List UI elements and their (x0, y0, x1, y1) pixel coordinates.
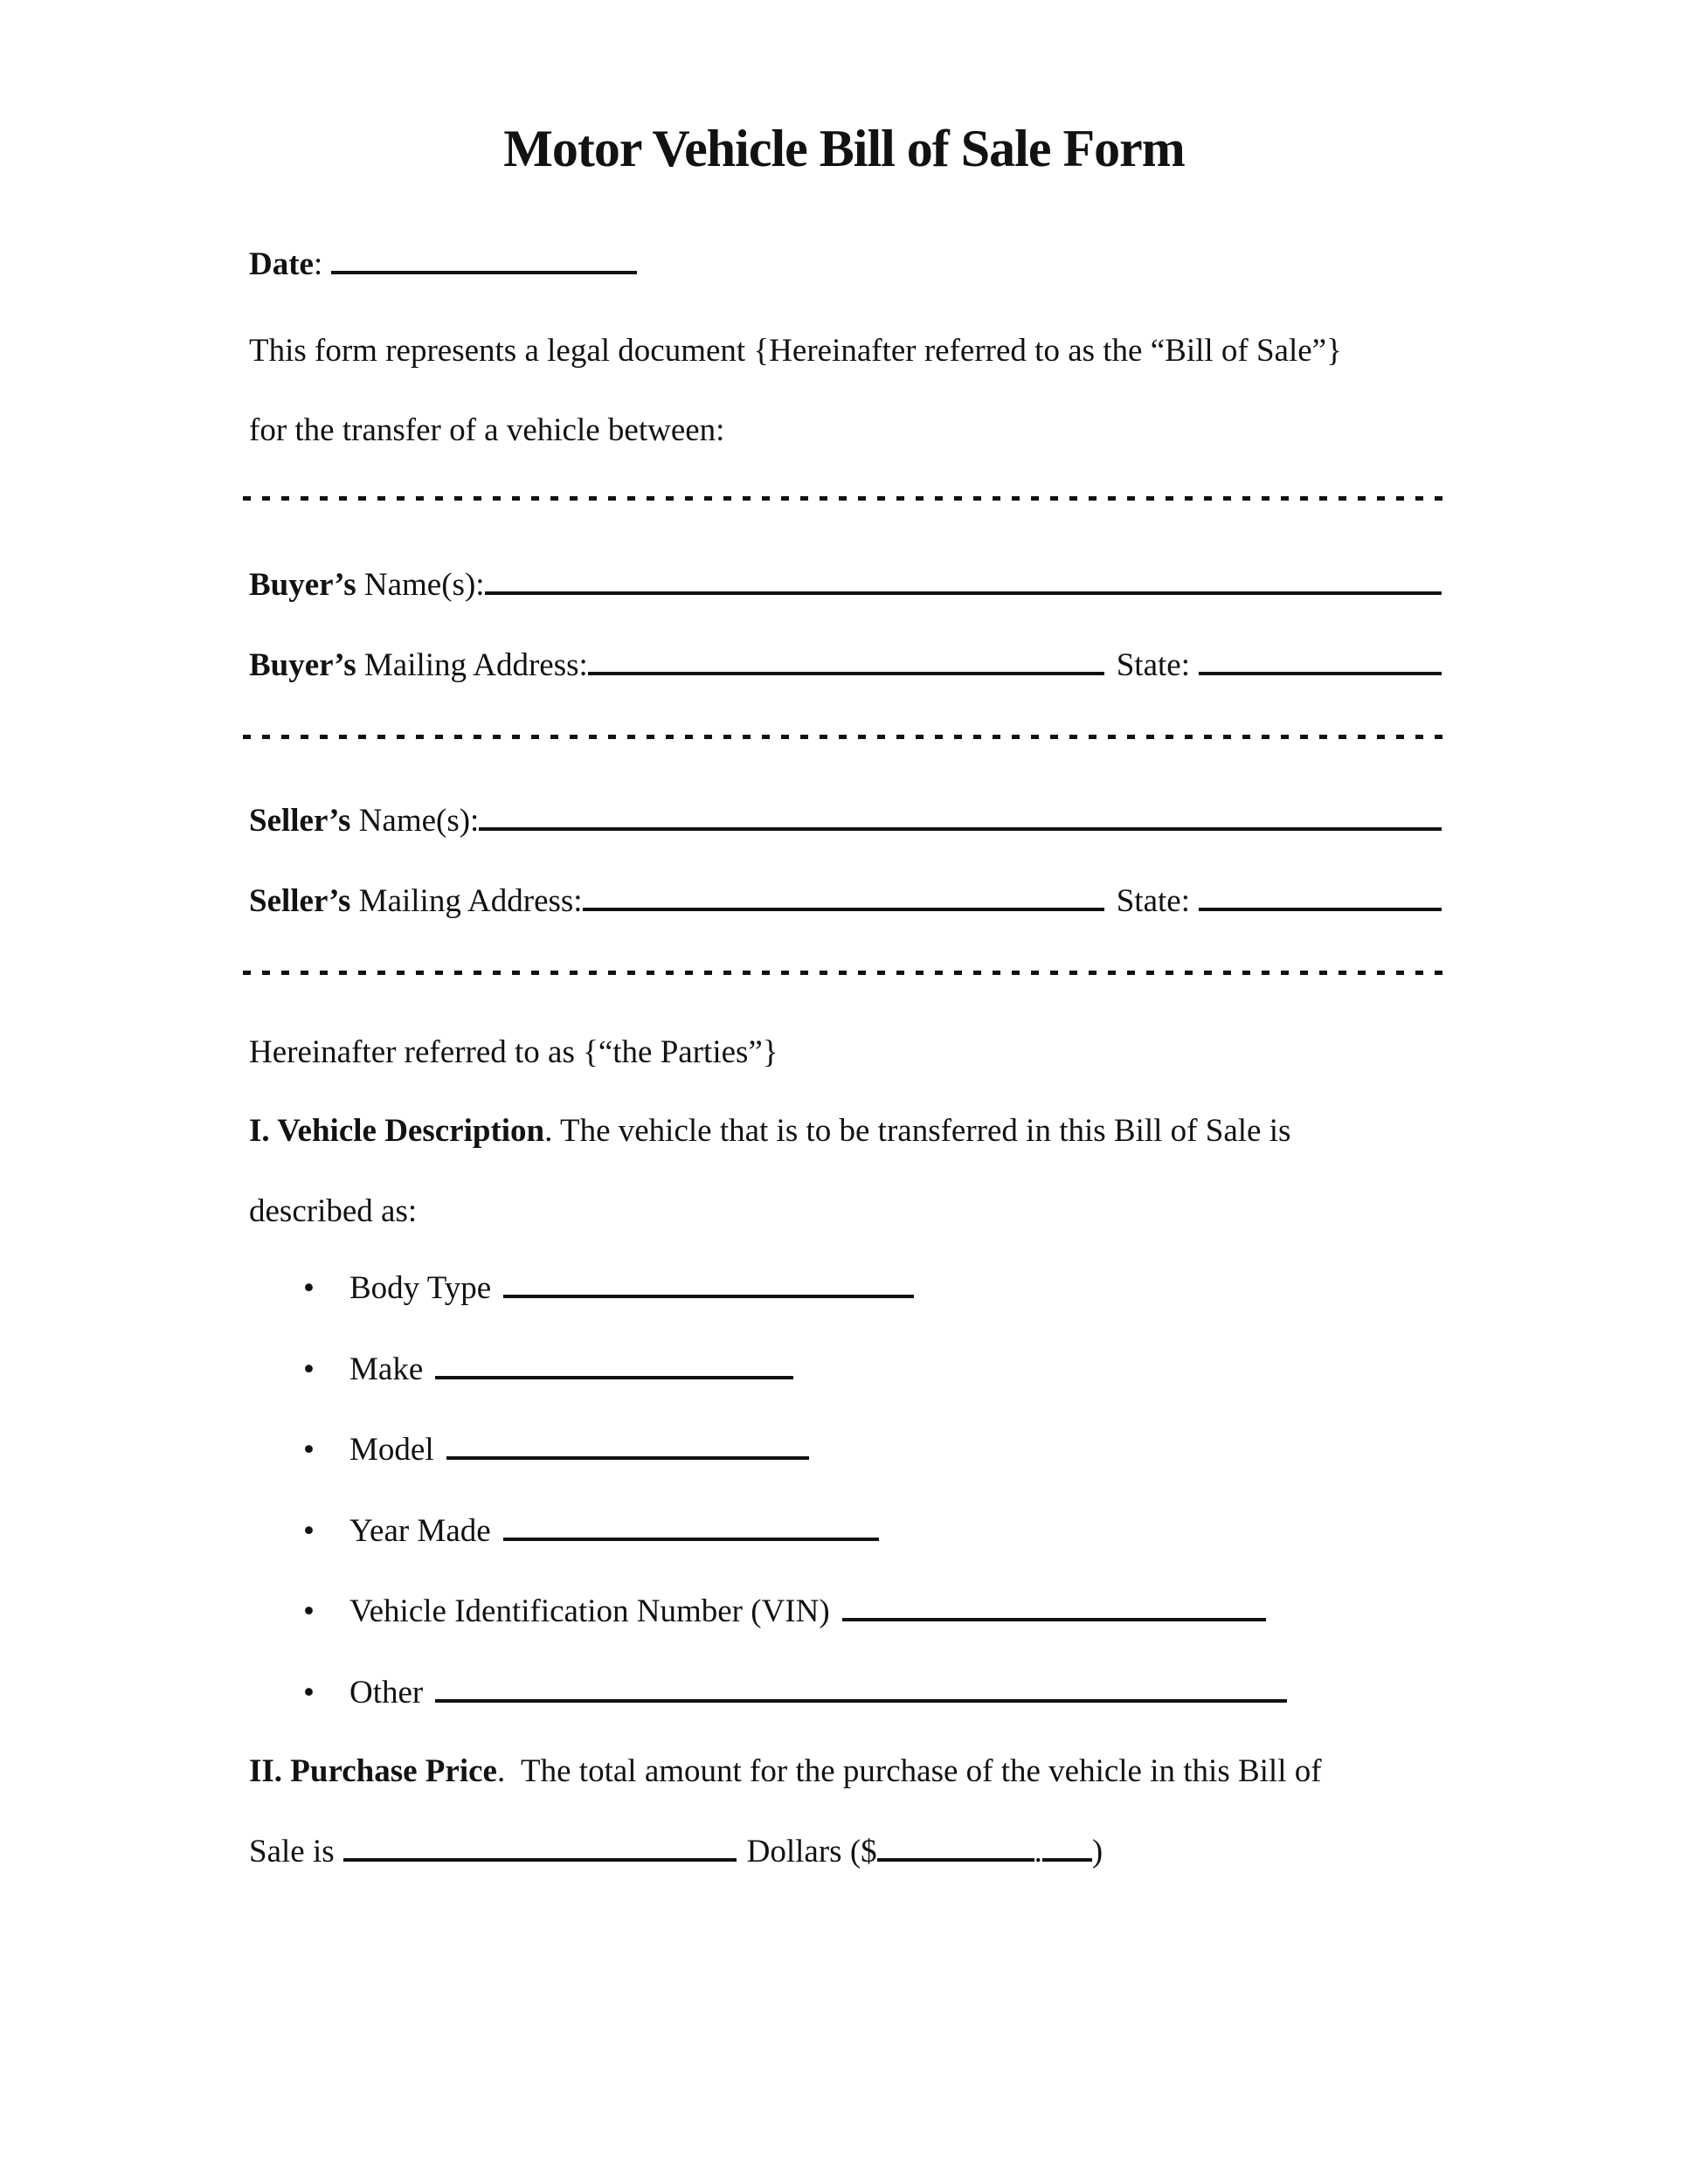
date-row (249, 242, 1442, 287)
purchase-price-amount-row (249, 1829, 1442, 1875)
seller-name-label: Name(s): (350, 803, 480, 839)
buyer-state-blank[interactable] (1199, 671, 1442, 675)
bullet-icon: • (303, 1351, 315, 1387)
buyer-address-label-bold: Buyer’s (249, 647, 356, 683)
date-colon: : (313, 246, 331, 282)
close-paren: ) (1091, 1834, 1103, 1870)
intro-paragraph-line-2: for the transfer of a vehicle between: (249, 412, 725, 448)
seller-address-blank[interactable] (583, 907, 1104, 911)
date-blank[interactable] (331, 270, 637, 274)
body-type-label: Body Type (349, 1270, 492, 1306)
make-label: Make (349, 1351, 424, 1387)
seller-address-label: Mailing Address: (350, 883, 583, 919)
make-blank[interactable] (435, 1375, 793, 1379)
vehicle-description-heading (249, 1109, 1442, 1154)
dollars-label: Dollars ($ (746, 1834, 877, 1870)
seller-name-blank[interactable] (479, 826, 1442, 831)
intro-paragraph-line-1: This form represents a legal document {Hereinafter referred to as the “Bill of Sale”} (249, 333, 1342, 369)
year-made-label: Year Made (349, 1513, 491, 1549)
purchase-price-heading-bold: II. Purchase Price (249, 1753, 497, 1789)
buyer-state-label: State: (1116, 647, 1190, 683)
purchase-price-heading (249, 1749, 1442, 1794)
decimal-point: . (1034, 1834, 1042, 1870)
vehicle-description-heading-rest: . The vehicle that is to be transferred in this Bill of Sale is (544, 1113, 1291, 1149)
vehicle-make-row (249, 1347, 1442, 1393)
body-type-blank[interactable] (503, 1294, 914, 1298)
parties-note: Hereinafter referred to as {“the Parties”} (249, 1034, 778, 1070)
purchase-amount-cents-blank[interactable] (1042, 1857, 1092, 1862)
vin-blank[interactable] (842, 1617, 1266, 1621)
model-blank[interactable] (446, 1455, 809, 1460)
vin-label: Vehicle Identification Number (VIN) (349, 1593, 830, 1629)
buyer-name-label: Name(s): (356, 567, 485, 603)
buyer-address-row (249, 643, 1442, 688)
purchase-amount-words-blank[interactable] (343, 1857, 737, 1862)
vehicle-body-type-row (249, 1266, 1442, 1311)
buyer-address-blank[interactable] (588, 671, 1104, 675)
seller-name-label-bold: Seller’s (249, 803, 351, 839)
other-blank[interactable] (435, 1698, 1287, 1703)
vehicle-description-heading-line2: described as: (249, 1193, 418, 1229)
seller-address-row (249, 879, 1442, 924)
seller-name-row (249, 798, 1442, 844)
seller-state-blank[interactable] (1199, 907, 1442, 911)
bullet-icon: • (303, 1593, 315, 1629)
bullet-icon: • (303, 1675, 315, 1711)
page-title: Motor Vehicle Bill of Sale Form (503, 120, 1185, 177)
purchase-amount-dollars-blank[interactable] (877, 1857, 1034, 1862)
other-label: Other (349, 1675, 424, 1711)
buyer-name-blank[interactable] (485, 591, 1442, 595)
bullet-icon: • (303, 1432, 315, 1468)
seller-address-label-bold: Seller’s (249, 883, 351, 919)
vehicle-year-made-row (249, 1509, 1442, 1554)
dashed-separator (243, 735, 1443, 739)
vehicle-model-row (249, 1427, 1442, 1473)
seller-state-label: State: (1116, 883, 1190, 919)
purchase-price-heading-rest: . The total amount for the purchase of the vehicle in this Bill of (496, 1753, 1322, 1789)
dashed-separator (243, 496, 1443, 501)
dashed-separator (243, 971, 1443, 975)
vehicle-description-heading-bold: I. Vehicle Description (249, 1113, 545, 1149)
buyer-address-label: Mailing Address: (356, 647, 588, 683)
date-label: Date (249, 246, 314, 282)
sale-is-label: Sale is (249, 1834, 335, 1870)
vehicle-vin-row (249, 1589, 1442, 1635)
model-label: Model (349, 1432, 434, 1468)
year-made-blank[interactable] (503, 1537, 879, 1541)
buyer-name-label-bold: Buyer’s (249, 567, 356, 603)
buyer-name-row (249, 563, 1442, 608)
bullet-icon: • (303, 1513, 315, 1549)
vehicle-other-row (249, 1670, 1442, 1716)
bullet-icon: • (303, 1270, 315, 1306)
